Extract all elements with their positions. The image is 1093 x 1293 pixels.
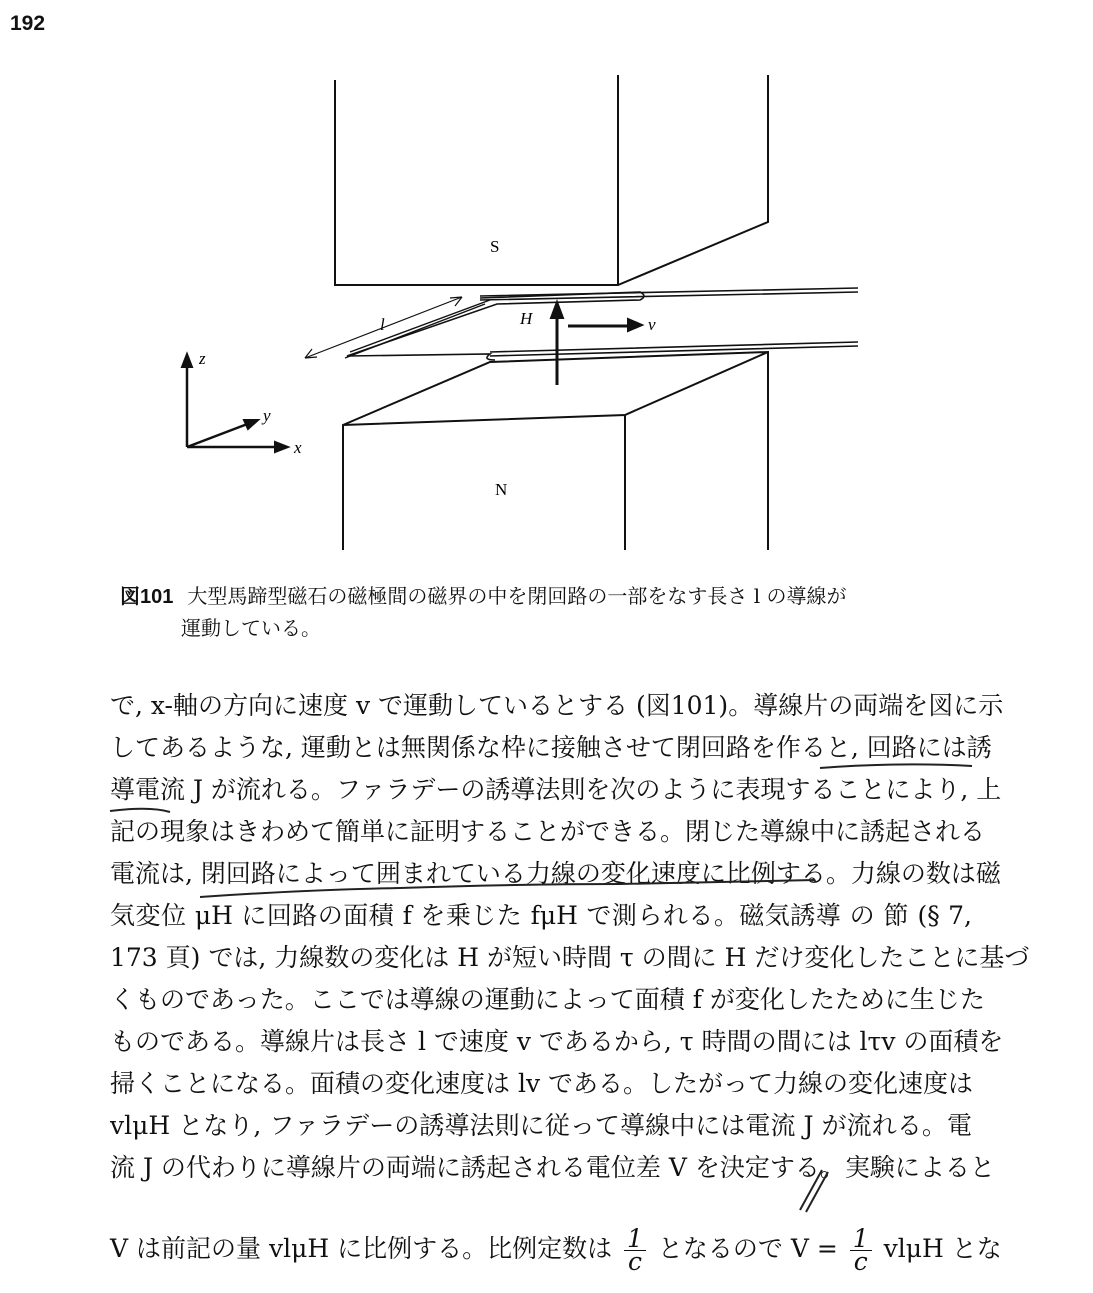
figure-magnet-diagram <box>0 0 1093 570</box>
text-line: で, x-軸の方向に速度 v で運動しているとする (図101)。導線片の両端を図に示 <box>110 691 1004 720</box>
caption-line-2: 運動している。 <box>181 616 321 640</box>
caption-number: 図101 <box>120 586 174 608</box>
text-line: 記の現象はきわめて簡単に証明することができる。閉じた導線中に誘起される <box>110 817 986 846</box>
south-pole-magnet <box>335 75 768 285</box>
text-line: 気変位 μH に回路の面積 f を乗じた fμH で測られる。磁気誘導 の 節 (§ 7, <box>110 901 972 930</box>
axis-y-label: y <box>263 406 271 425</box>
underline-mark <box>110 809 170 812</box>
text-line: くものであった。ここでは導線の運動によって面積 f が変化したために生じた <box>110 985 985 1014</box>
text-line: 流 J の代わりに導線片の両端に誘起される電位差 V を決定する。実験によると <box>110 1153 995 1182</box>
text-line: 173 頁) では, 力線数の変化は H が短い時間 τ の間に H だけ変化したことに基づ <box>110 943 1030 972</box>
text-line: 掃くことになる。面積の変化速度は lv である。したがって力線の変化速度は <box>110 1069 974 1098</box>
text-line-last <box>110 1224 1002 1276</box>
velocity-label: v <box>648 315 656 334</box>
lower-rail <box>490 342 858 356</box>
axes <box>187 362 280 447</box>
caption-line-1: 大型馬蹄型磁石の磁極間の磁界の中を閉回路の一部をなす長さ l の導線が <box>187 584 847 608</box>
text-line: してあるような, 運動とは無関係な枠に接触させて閉回路を作ると, 回路には誘 <box>110 733 992 762</box>
axis-z-label: z <box>199 349 206 368</box>
figure-caption <box>120 580 847 609</box>
text-segment: vlμH とな <box>883 1234 1002 1263</box>
north-label: N <box>495 480 508 499</box>
text-line: vlμH となり, ファラデーの誘導法則に従って導線中には電流 J が流れる。電 <box>110 1111 972 1140</box>
text-line: 電流は, 閉回路によって囲まれている力線の変化速度に比例する。力線の数は磁 <box>110 859 1001 888</box>
fraction: $\frac{1}{c}$ <box>850 1228 872 1273</box>
south-label: S <box>490 237 500 256</box>
axis-x-label: x <box>294 438 302 457</box>
text-line: 導電流 J が流れる。ファラデーの誘導法則を次のように表現することにより, 上 <box>110 775 1002 804</box>
page-number: 192 <box>10 12 46 35</box>
field-label: H <box>520 309 533 328</box>
length-label: l <box>380 315 385 334</box>
upper-rail <box>480 288 858 300</box>
text-line: ものである。導線片は長さ l で速度 v であるから, τ 時間の間には lτv の面積を <box>110 1027 1004 1056</box>
text-segment: V は前記の量 vlμH に比例する。比例定数は <box>110 1234 613 1263</box>
fraction: $\frac{1}{c}$ <box>624 1228 646 1273</box>
text-segment: となるので V = <box>657 1234 838 1263</box>
